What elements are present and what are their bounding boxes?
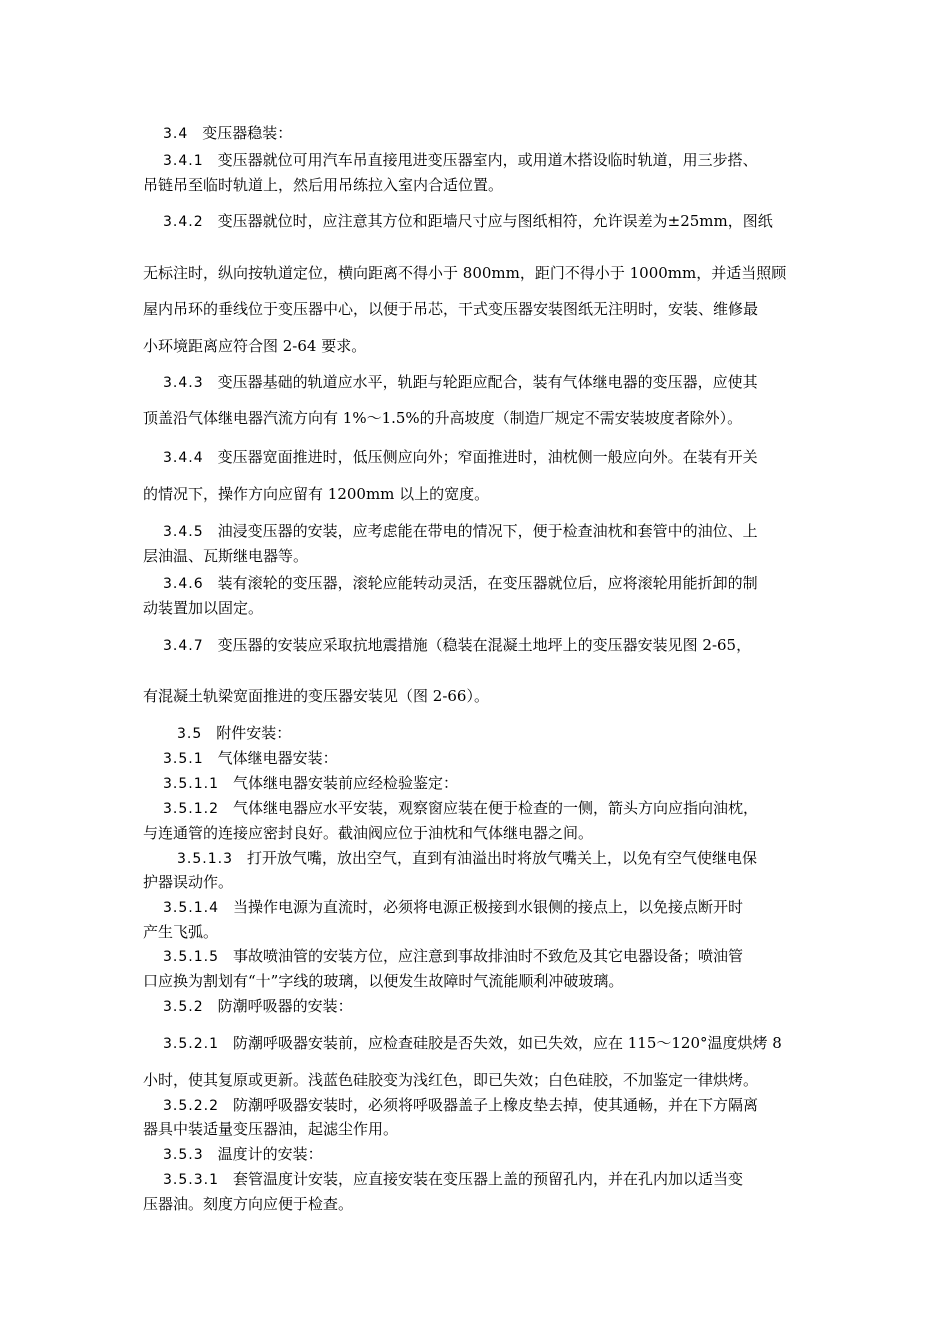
clause-text: 气体继电器应水平安装，观察窗应装在便于检查的一侧，箭头方向应指向油枕， (232, 799, 758, 817)
text-line: 压器油。刻度方向应便于检查。 (143, 1195, 354, 1213)
clause-3-5-1-3 (177, 848, 757, 869)
clause-text: 当操作电源为直流时，必须将电源正极接到水银侧的接点上，以免接点断开时 (232, 898, 743, 916)
clause-text: 变压器的安装应采取抗地震措施（稳装在混凝土地坪上的变压器安装见图 2-65， (217, 636, 752, 654)
clause-number: 3.5.3 (163, 1147, 204, 1163)
clause-number: 3.5.1 (163, 751, 204, 767)
clause-text: 附件安装： (216, 724, 292, 742)
text-line: 动装置加以固定。 (143, 599, 264, 617)
clause-text: 气体继电器安装： (217, 749, 338, 767)
clause-number: 3.5.1.1 (163, 776, 219, 792)
heading-3-5-2 (163, 996, 353, 1017)
clause-text: 防潮呼吸器的安装： (217, 997, 353, 1015)
clause-text: 气体继电器安装前应经检验鉴定： (232, 774, 458, 792)
clause-number: 3.5.1.2 (163, 801, 219, 817)
clause-number: 3.5.2.2 (163, 1098, 219, 1114)
clause-number: 3.4.7 (163, 638, 204, 654)
clause-number: 3.5 (177, 726, 203, 742)
text-line: 的情况下，操作方向应留有 1200mm 以上的宽度。 (143, 485, 490, 503)
clause-3-5-1-4 (163, 897, 743, 918)
clause-number: 3.4.2 (163, 214, 204, 230)
clause-number: 3.5.1.5 (163, 949, 219, 965)
clause-text: 防潮呼吸器安装时，必须将呼吸器盖子上橡皮垫去掉，使其通畅，并在下方隔离 (232, 1096, 758, 1114)
clause-3-4-2 (163, 211, 773, 232)
text-line: 吊链吊至临时轨道上，然后用吊练拉入室内合适位置。 (143, 176, 504, 194)
clause-number: 3.5.2.1 (163, 1036, 219, 1052)
text-line: 无标注时，纵向按轨道定位，横向距离不得小于 800mm，距门不得小于 1000mm，并适当照顾 (143, 264, 787, 282)
clause-3-5-2-1 (163, 1033, 782, 1054)
text-line: 层油温、瓦斯继电器等。 (143, 547, 309, 565)
clause-text: 打开放气嘴，放出空气，直到有油溢出时将放气嘴关上，以免有空气使继电保 (246, 849, 757, 867)
clause-3-4-1 (163, 150, 758, 171)
clause-3-5-2-2 (163, 1095, 758, 1116)
clause-text: 装有滚轮的变压器，滚轮应能转动灵活，在变压器就位后，应将滚轮用能折卸的制 (217, 574, 758, 592)
clause-text: 变压器基础的轨道应水平，轨距与轮距应配合，装有气体继电器的变压器，应使其 (217, 373, 758, 391)
text-line: 器具中装适量变压器油，起滤尘作用。 (143, 1120, 399, 1138)
clause-3-5-1-2 (163, 798, 758, 819)
heading-3-5 (177, 723, 291, 744)
clause-number: 3.4.5 (163, 524, 204, 540)
heading-3-5-3 (163, 1144, 323, 1165)
clause-3-4-4 (163, 447, 758, 468)
clause-number: 3.4.4 (163, 450, 204, 466)
clause-number: 3.4.3 (163, 375, 204, 391)
text-line: 护器误动作。 (143, 873, 234, 891)
text-line: 屋内吊环的垂线位于变压器中心，以便于吊芯，干式变压器安装图纸无注明时，安装、维修最 (143, 300, 759, 318)
clause-number: 3.5.2 (163, 999, 204, 1015)
clause-3-5-1-5 (163, 946, 743, 967)
clause-number: 3.4.1 (163, 153, 204, 169)
clause-number: 3.4 (163, 126, 189, 142)
text-line: 有混凝土轨梁宽面推进的变压器安装见（图 2-66）。 (143, 687, 489, 705)
clause-text: 变压器就位可用汽车吊直接甩进变压器室内，或用道木搭设临时轨道，用三步搭、 (217, 151, 758, 169)
text-line: 与连通管的连接应密封良好。截油阀应位于油枕和气体继电器之间。 (143, 824, 594, 842)
clause-text: 套管温度计安装，应直接安装在变压器上盖的预留孔内，并在孔内加以适当变 (232, 1170, 743, 1188)
clause-text: 变压器稳装： (202, 124, 293, 142)
clause-3-4-7 (163, 635, 751, 656)
clause-number: 3.5.1.3 (177, 851, 233, 867)
heading-3-4 (163, 123, 292, 144)
clause-3-4-6 (163, 573, 758, 594)
text-line: 产生飞弧。 (143, 923, 219, 941)
clause-text: 变压器宽面推进时，低压侧应向外；窄面推进时，油枕侧一般应向外。在装有开关 (217, 448, 758, 466)
clause-text: 变压器就位时，应注意其方位和距墙尺寸应与图纸相符，允许误差为±25mm，图纸 (217, 212, 773, 230)
clause-text: 防潮呼吸器安装前，应检查硅胶是否失效，如已失效，应在 115～120°温度烘烤 8 (232, 1034, 782, 1052)
clause-3-4-5 (163, 521, 758, 542)
text-line: 小时，使其复原或更新。浅蓝色硅胶变为浅红色，即已失效；白色硅胶，不加鉴定一律烘烤。 (143, 1071, 759, 1089)
clause-text: 油浸变压器的安装，应考虑能在带电的情况下，便于检查油枕和套管中的油位、上 (217, 522, 758, 540)
clause-number: 3.5.3.1 (163, 1172, 219, 1188)
clause-text: 温度计的安装： (217, 1145, 323, 1163)
clause-number: 3.4.6 (163, 576, 204, 592)
clause-3-5-3-1 (163, 1169, 743, 1190)
clause-text: 事故喷油管的安装方位，应注意到事故排油时不致危及其它电器设备；喷油管 (232, 947, 743, 965)
text-line: 小环境距离应符合图 2-64 要求。 (143, 337, 367, 355)
clause-3-4-3 (163, 372, 758, 393)
text-line: 口应换为割划有“十”字线的玻璃，以便发生故障时气流能顺利冲破玻璃。 (143, 972, 624, 990)
clause-number: 3.5.1.4 (163, 900, 219, 916)
clause-3-5-1-1 (163, 773, 458, 794)
heading-3-5-1 (163, 748, 338, 769)
text-line: 顶盖沿气体继电器汽流方向有 1%～1.5%的升高坡度（制造厂规定不需安装坡度者除外）。 (143, 409, 743, 427)
